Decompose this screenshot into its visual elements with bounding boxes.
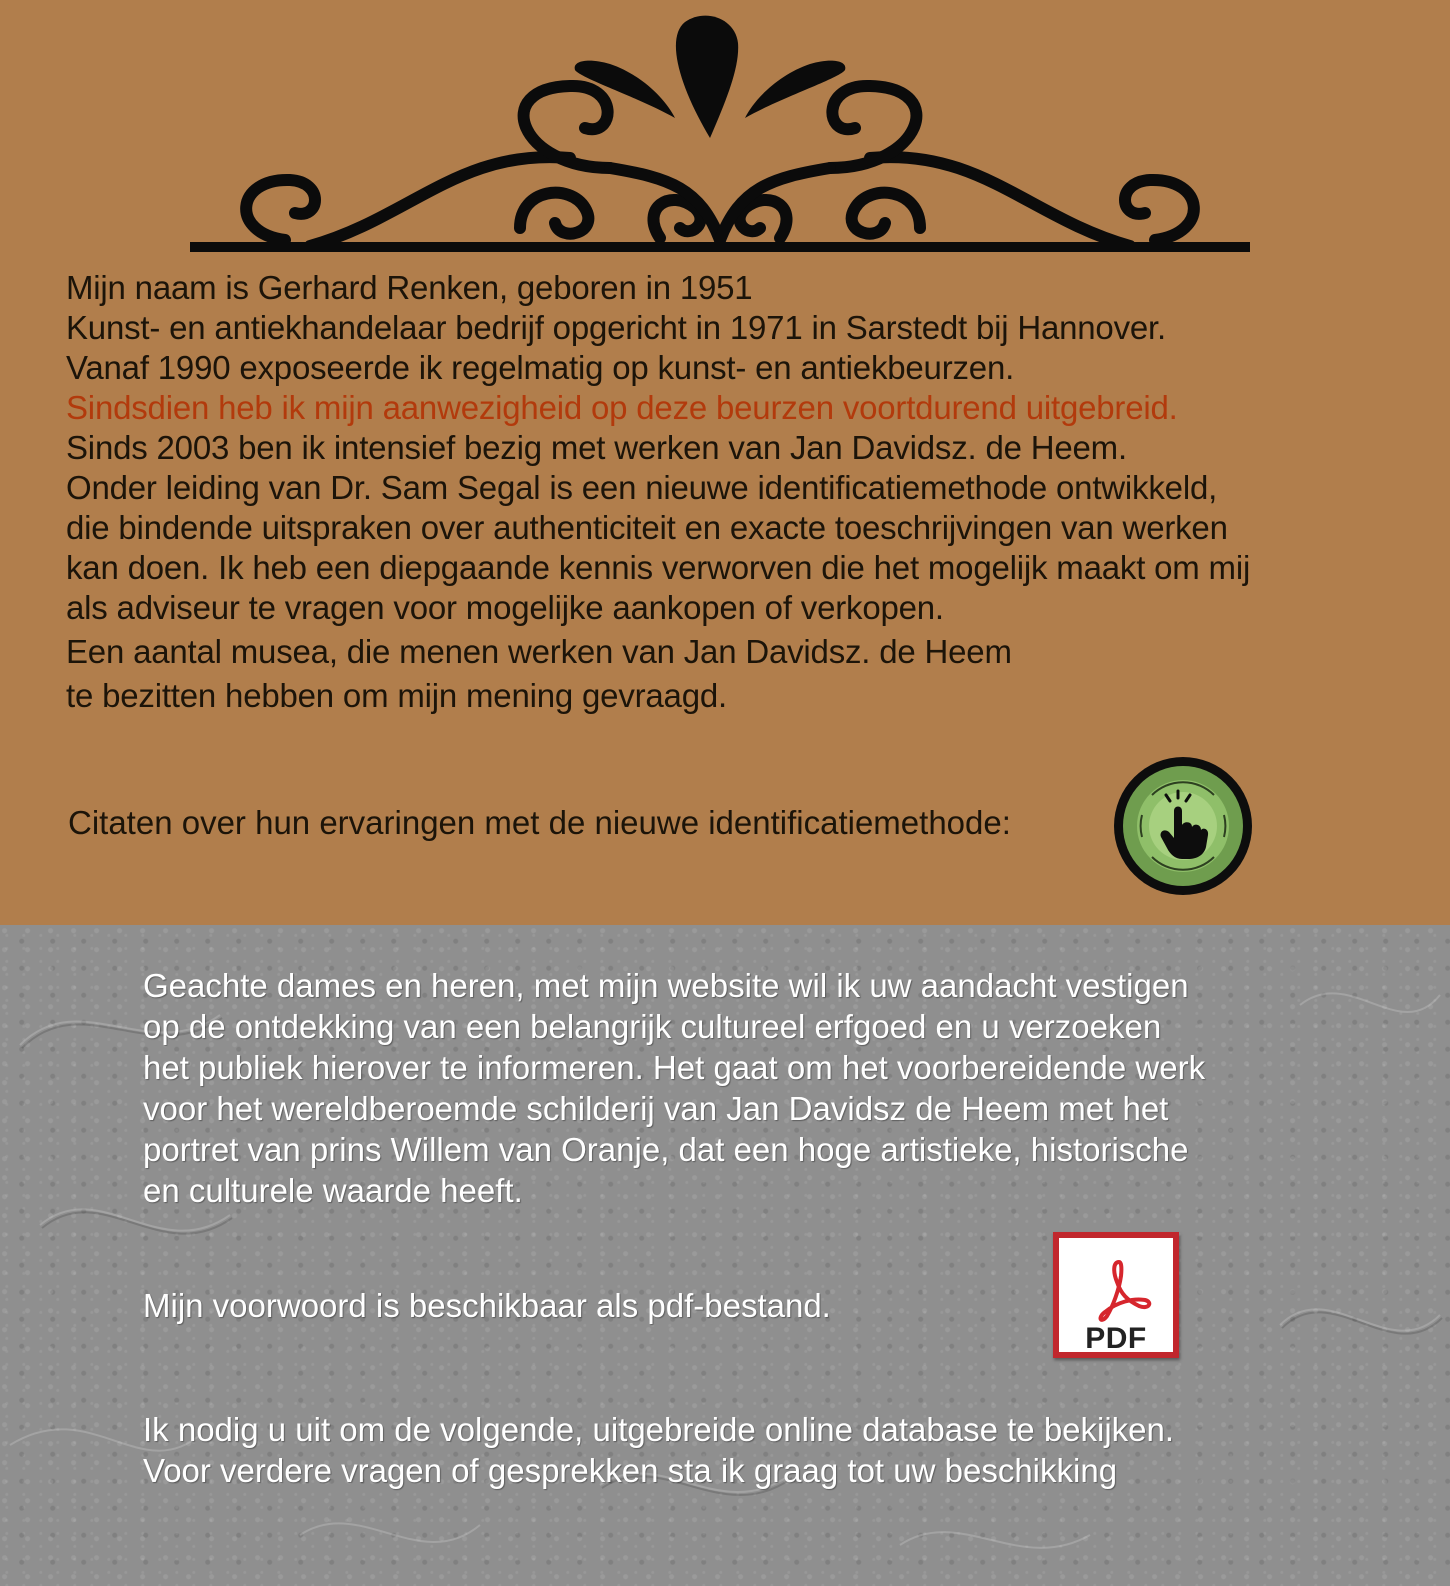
intro-line: voor het wereldberoemde schilderij van Jan Davidsz de Heem met het	[143, 1090, 1169, 1127]
intro-line: Geachte dames en heren, met mijn website wil ik uw aandacht vestigen	[143, 967, 1189, 1004]
acrobat-pdf-icon	[1087, 1256, 1157, 1324]
bio-line: als adviseur te vragen voor mogelijke aankopen of verkopen.	[66, 589, 944, 626]
bio-line: Onder leiding van Dr. Sam Segal is een nieuwe identificatiemethode ontwikkeld,	[66, 469, 1218, 506]
intro-line: portret van prins Willem van Oranje, dat een hoge artistieke, historische	[143, 1131, 1189, 1168]
intro-line: het publiek hierover te informeren. Het gaat om het voorbereidende werk	[143, 1049, 1206, 1086]
intro-line: op de ontdekking van een belangrijk cultureel erfgoed en u verzoeken	[143, 1008, 1162, 1045]
intro-line: en culturele waarde heeft.	[143, 1172, 523, 1209]
wrought-iron-ornament	[190, 8, 1250, 258]
bio-line: te bezitten hebben om mijn mening gevraagd.	[66, 677, 727, 714]
intro-section	[0, 925, 1450, 1586]
tap-hand-icon	[1112, 755, 1254, 897]
invite-line: Voor verdere vragen of gesprekken sta ik graag tot uw beschikking	[143, 1452, 1118, 1489]
pdf-label: PDF	[1085, 1322, 1147, 1355]
bio-line: Kunst- en antiekhandelaar bedrijf opgericht in 1971 in Sarstedt bij Hannover.	[66, 309, 1166, 346]
intro-text	[143, 965, 1393, 1211]
quotes-button[interactable]	[1112, 755, 1254, 897]
bio-line: Een aantal musea, die menen werken van Jan Davidsz. de Heem	[66, 633, 1012, 670]
bio-line: Vanaf 1990 exposeerde ik regelmatig op kunst- en antiekbeurzen.	[66, 349, 1015, 386]
invite-text	[143, 1409, 1393, 1491]
bio-line: Mijn naam is Gerhard Renken, geboren in 1951	[66, 269, 753, 306]
bio-line-highlight: Sindsdien heb ik mijn aanwezigheid op deze beurzen voortdurend uitgebreid.	[66, 389, 1178, 426]
invite-line: Ik nodig u uit om de volgende, uitgebreide online database te bekijken.	[143, 1411, 1175, 1448]
bio-line: die bindende uitspraken over authenticiteit en exacte toeschrijvingen van werken	[66, 509, 1228, 546]
foreword-pdf-text: Mijn voorwoord is beschikbaar als pdf-bestand.	[143, 1287, 831, 1324]
pdf-download-button[interactable]	[1053, 1232, 1179, 1358]
bio-text	[66, 268, 1406, 716]
bio-line: kan doen. Ik heb een diepgaande kennis verworven die het mogelijk maakt om mij	[66, 549, 1251, 586]
bio-line: Sinds 2003 ben ik intensief bezig met werken van Jan Davidsz. de Heem.	[66, 429, 1127, 466]
quotes-label: Citaten over hun ervaringen met de nieuwe identificatiemethode:	[68, 804, 1011, 841]
